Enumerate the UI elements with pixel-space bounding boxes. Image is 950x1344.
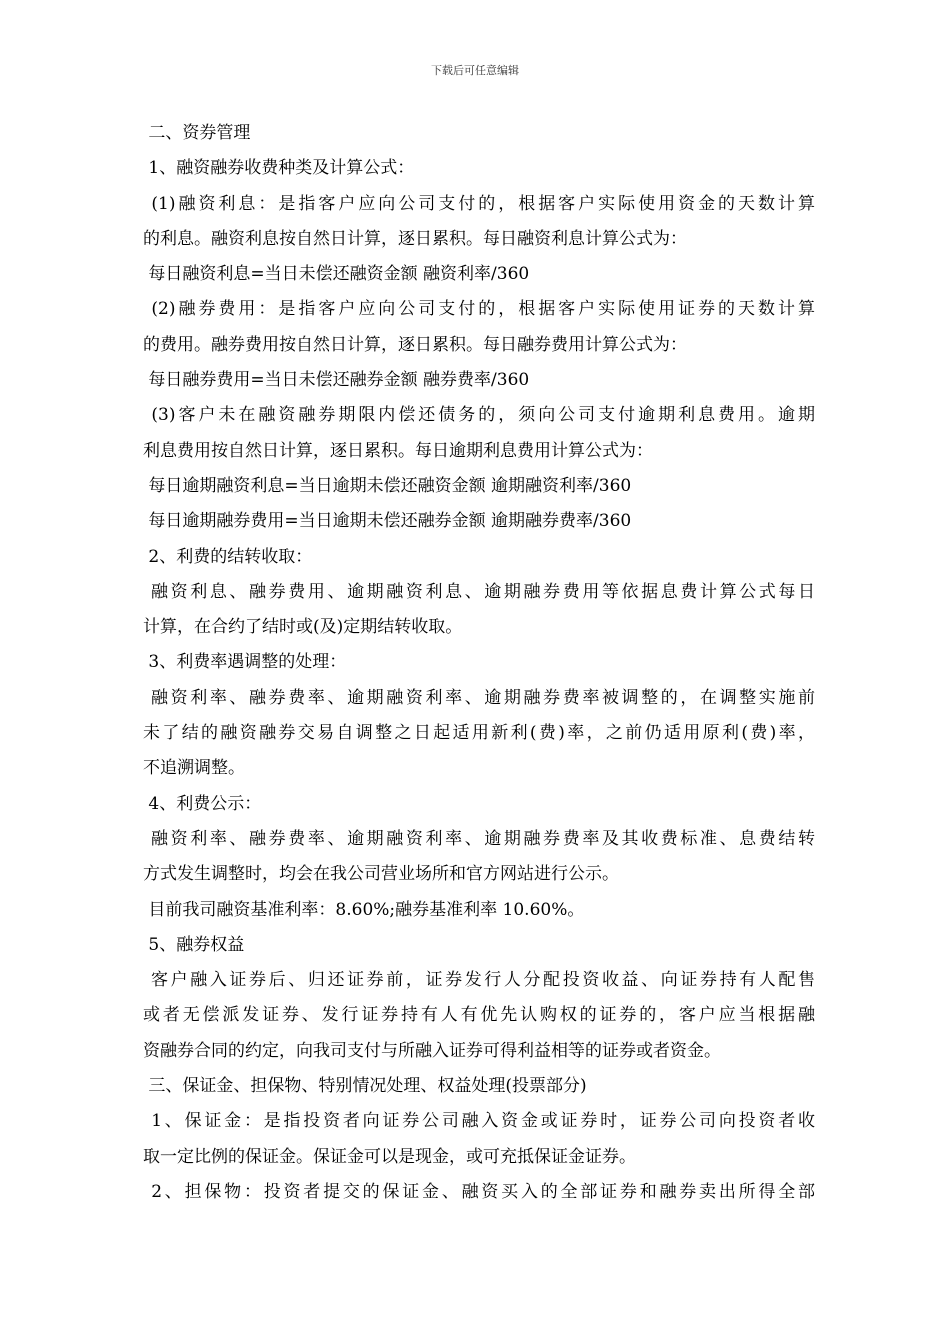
page-header-note: 下载后可任意编辑 bbox=[431, 64, 519, 77]
paragraph-line: (2)融券费用：是指客户应向公司支付的，根据客户实际使用证券的天数计算 bbox=[143, 299, 815, 320]
document-body bbox=[143, 116, 815, 1210]
paragraph-line: 未了结的融资融券交易自调整之日起适用新利(费)率，之前仍适用原利(费)率， bbox=[143, 723, 815, 744]
paragraph-line: 不追溯调整。 bbox=[143, 758, 245, 779]
paragraph-line: 3、利费率遇调整的处理： bbox=[143, 652, 347, 673]
paragraph-line: 的费用。融券费用按自然日计算，逐日累积。每日融券费用计算公式为： bbox=[143, 334, 687, 355]
paragraph-line: 每日融券费用=当日未偿还融券金额 融券费率/360 bbox=[143, 370, 530, 391]
paragraph-line: 每日融资利息=当日未偿还融资金额 融资利率/360 bbox=[143, 264, 530, 285]
paragraph-line: 计算，在合约了结时或(及)定期结转收取。 bbox=[143, 617, 463, 638]
paragraph-line: 2、利费的结转收取： bbox=[143, 546, 313, 567]
paragraph-line: (1)融资利息：是指客户应向公司支付的，根据客户实际使用资金的天数计算 bbox=[143, 193, 815, 214]
paragraph-line: 目前我司融资基准利率：8.60%;融券基准利率 10.60%。 bbox=[143, 899, 585, 920]
paragraph-line: 5、融券权益 bbox=[143, 934, 245, 955]
paragraph-line: 融资利率、融券费率、逾期融资利率、逾期融券费率被调整的，在调整实施前 bbox=[143, 687, 815, 708]
paragraph-line: 的利息。融资利息按自然日计算，逐日累积。每日融资利息计算公式为： bbox=[143, 228, 687, 249]
paragraph-line: 取一定比例的保证金。保证金可以是现金，或可充抵保证金证券。 bbox=[143, 1146, 636, 1167]
paragraph-line: 方式发生调整时，均会在我公司营业场所和官方网站进行公示。 bbox=[143, 864, 619, 885]
paragraph-line: 利息费用按自然日计算，逐日累积。每日逾期利息费用计算公式为： bbox=[143, 440, 653, 461]
paragraph-line: 融资利息、融券费用、逾期融资利息、逾期融券费用等依据息费计算公式每日 bbox=[143, 581, 815, 602]
paragraph-line: (3)客户未在融资融券期限内偿还债务的，须向公司支付逾期利息费用。逾期 bbox=[143, 405, 815, 426]
paragraph-line: 客户融入证券后、归还证券前，证券发行人分配投资收益、向证券持有人配售 bbox=[143, 970, 815, 991]
paragraph-line: 资融券合同的约定，向我司支付与所融入证券可得利益相等的证券或者资金。 bbox=[143, 1040, 721, 1061]
paragraph-line: 1、融资融券收费种类及计算公式： bbox=[143, 158, 415, 179]
paragraph-line: 二、资券管理 bbox=[143, 123, 251, 143]
paragraph-line: 1、保证金：是指投资者向证券公司融入资金或证券时，证券公司向投资者收 bbox=[143, 1111, 815, 1132]
paragraph-line: 2、担保物：投资者提交的保证金、融资买入的全部证券和融券卖出所得全部 bbox=[143, 1181, 815, 1202]
paragraph-line: 每日逾期融券费用=当日逾期未偿还融券金额 逾期融券费率/360 bbox=[143, 511, 632, 532]
paragraph-line: 4、利费公示： bbox=[143, 793, 262, 814]
paragraph-line: 每日逾期融资利息=当日逾期未偿还融资金额 逾期融资利率/360 bbox=[143, 475, 632, 496]
paragraph-line: 融资利率、融券费率、逾期融资利率、逾期融券费率及其收费标准、息费结转 bbox=[143, 828, 815, 849]
paragraph-line: 三、保证金、担保物、特别情况处理、权益处理(投票部分) bbox=[143, 1076, 587, 1097]
paragraph-line: 或者无偿派发证券、发行证券持有人有优先认购权的证券的，客户应当根据融 bbox=[143, 1005, 815, 1026]
